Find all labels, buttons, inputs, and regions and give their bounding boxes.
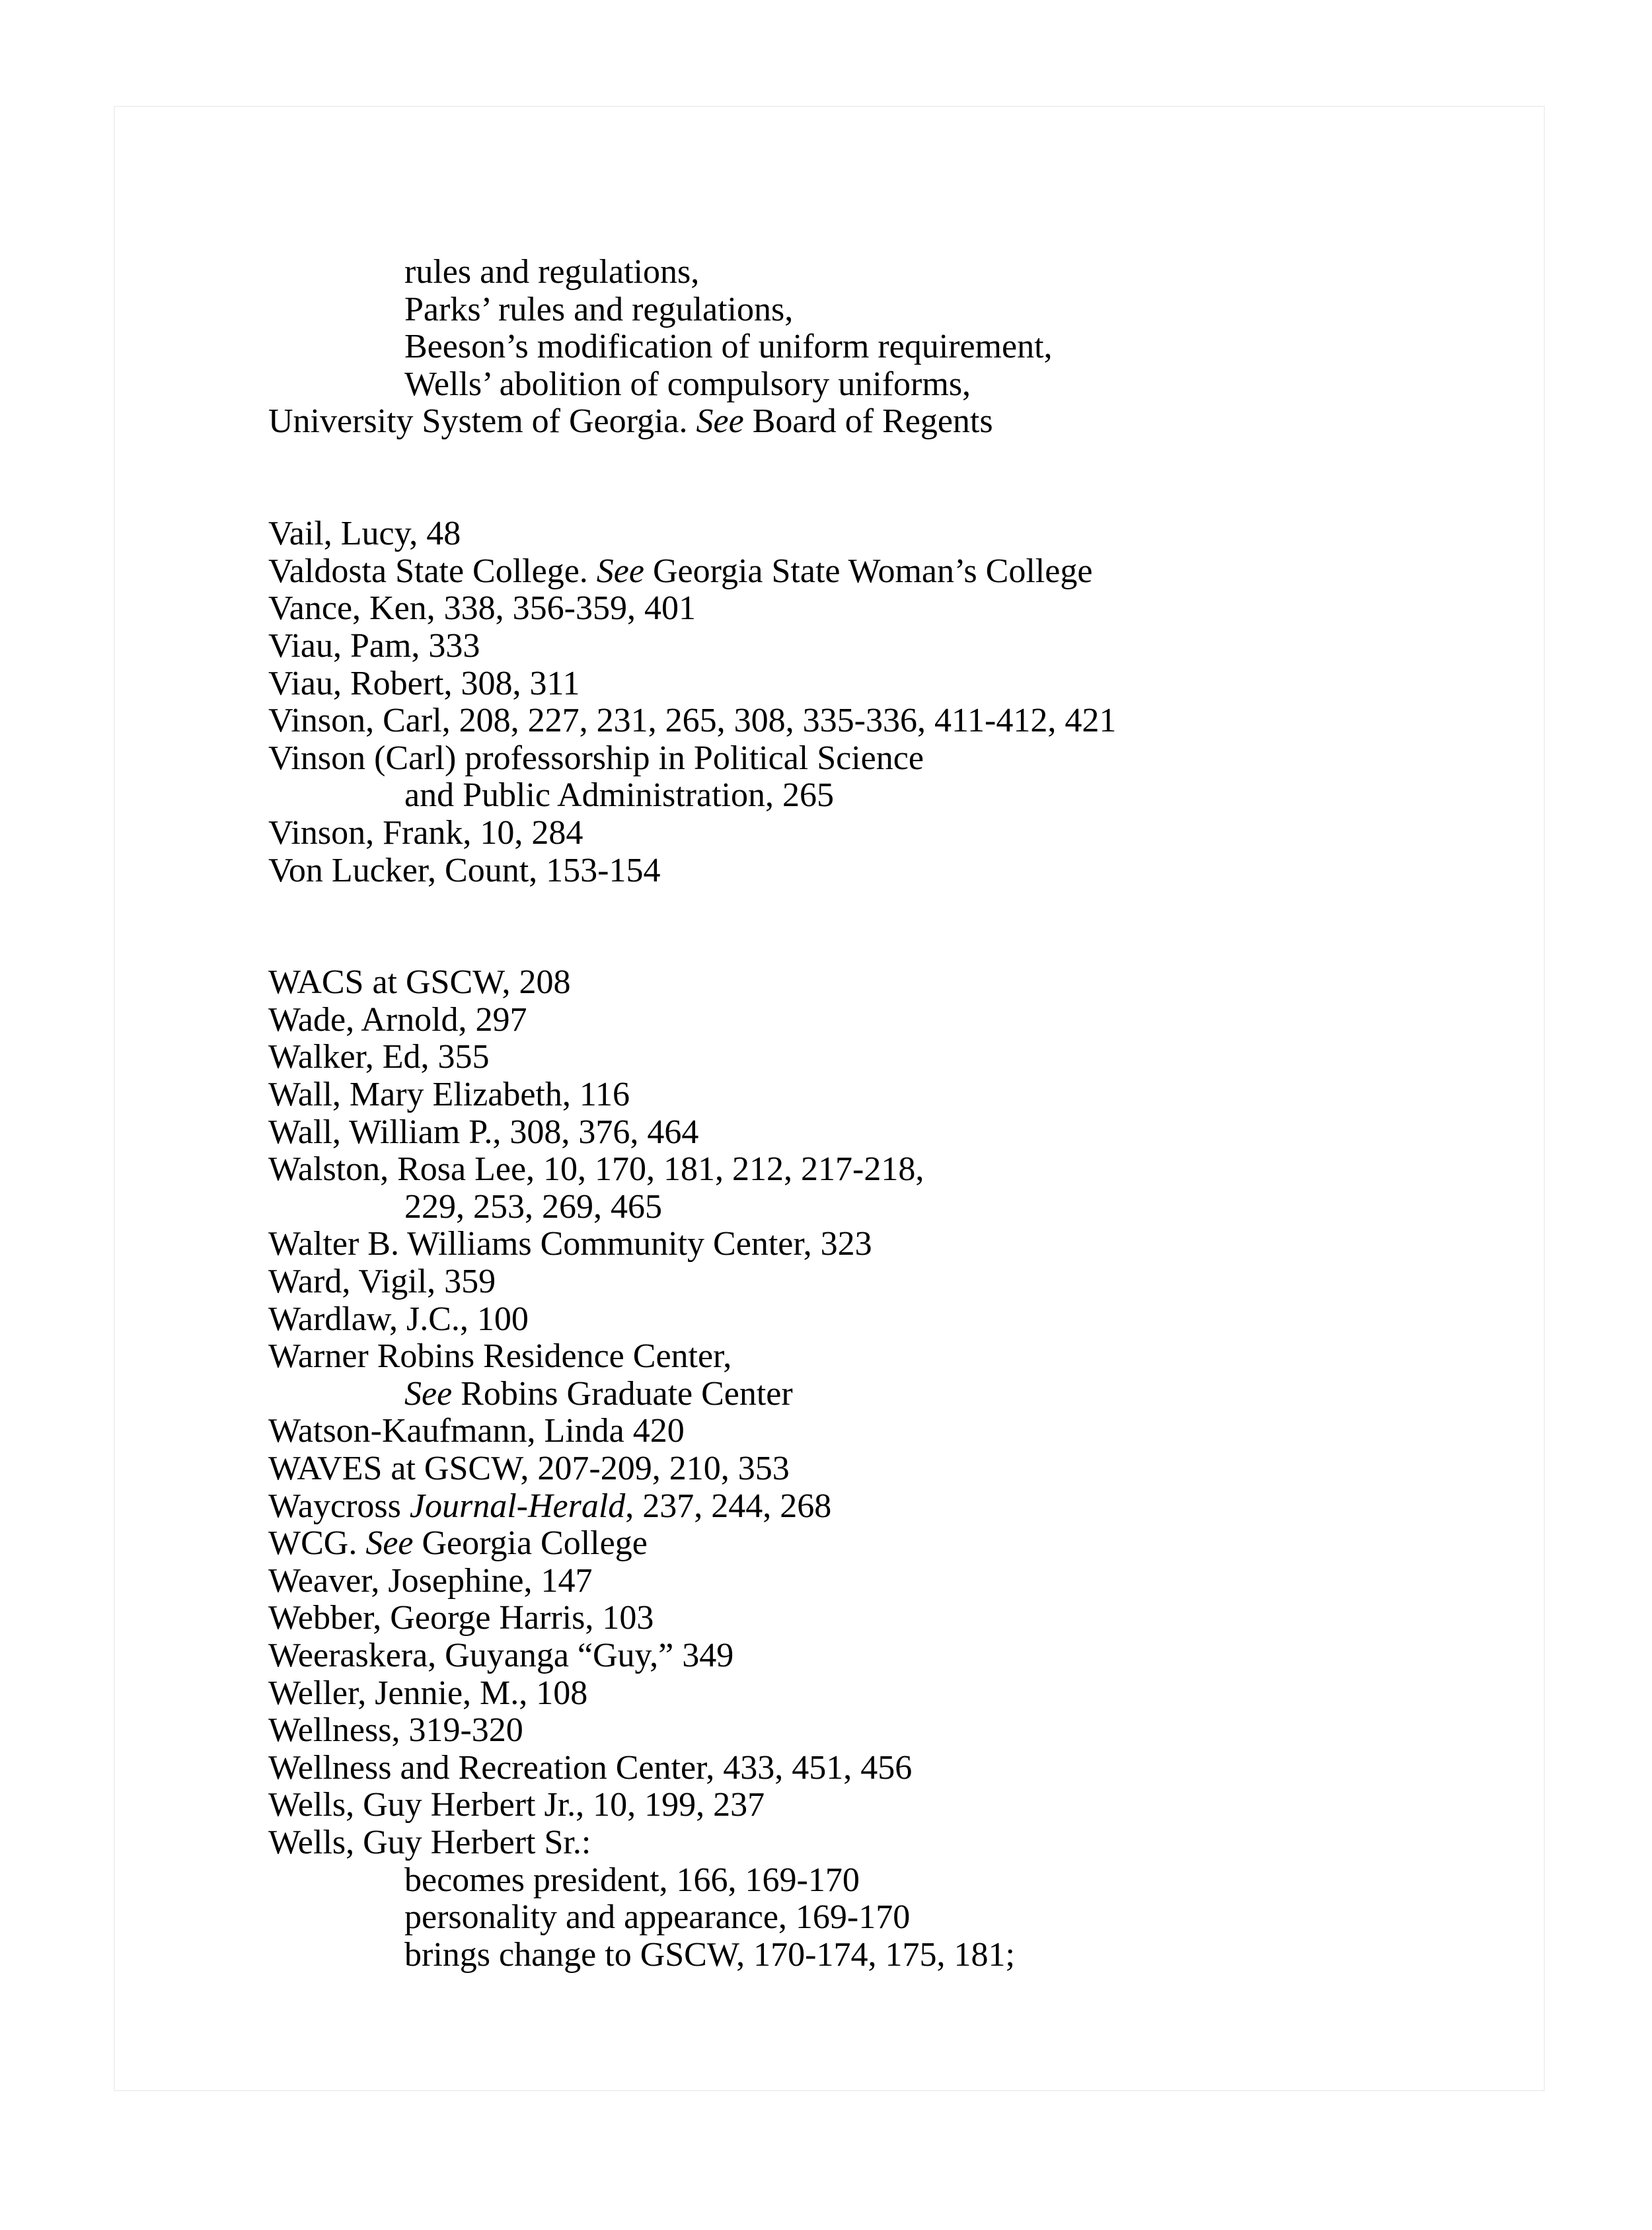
entry-text: Wells, Guy Herbert Jr., 10, 199, 237 xyxy=(268,1786,765,1824)
index-entry xyxy=(268,1787,1524,1824)
index-entries xyxy=(268,254,1524,1974)
index-entry xyxy=(268,1226,1524,1263)
entry-text: , 237, 244, 268 xyxy=(625,1487,832,1525)
entry-text: Wells’ abolition of compulsory uniforms, xyxy=(404,365,971,403)
index-subentry xyxy=(268,254,1524,291)
index-subentry xyxy=(268,777,1524,815)
entry-text: Wade, Arnold, 297 xyxy=(268,1000,527,1039)
entry-text: Warner Robins Residence Center, xyxy=(268,1337,732,1376)
entry-text: Weaver, Josephine, 147 xyxy=(268,1561,593,1600)
entry-text: Wellness and Recreation Center, 433, 451, 456 xyxy=(268,1748,913,1787)
entry-text: Viau, Pam, 333 xyxy=(268,626,480,665)
entry-text: WACS at GSCW, 208 xyxy=(268,963,571,1002)
index-entry xyxy=(268,1002,1524,1039)
index-entry xyxy=(268,1750,1524,1787)
index-entry xyxy=(268,1413,1524,1450)
index-entry xyxy=(268,1114,1524,1152)
letter-section-gap xyxy=(268,889,1524,964)
italic-text: See xyxy=(596,552,644,590)
index-entry xyxy=(268,1076,1524,1114)
index-entry xyxy=(268,964,1524,1002)
index-entry xyxy=(268,553,1524,591)
entry-text: becomes president, 166, 169-170 xyxy=(404,1861,860,1899)
entry-text: Wellness, 319-320 xyxy=(268,1711,523,1750)
entry-text: Vinson (Carl) professorship in Political Science xyxy=(268,739,924,777)
italic-text: See xyxy=(404,1374,453,1413)
index-entry xyxy=(268,702,1524,740)
index-subentry xyxy=(268,366,1524,404)
entry-text: Watson-Kaufmann, Linda 420 xyxy=(268,1412,685,1450)
index-entry xyxy=(268,1525,1524,1563)
entry-text: Webber, George Harris, 103 xyxy=(268,1599,654,1637)
entry-text: rules and regulations, xyxy=(404,253,700,291)
index-entry xyxy=(268,665,1524,703)
index-entry xyxy=(268,1675,1524,1713)
entry-text: WCG. xyxy=(268,1524,366,1563)
index-entry xyxy=(268,628,1524,665)
entry-text: personality and appearance, 169-170 xyxy=(404,1898,911,1937)
index-entry xyxy=(268,1488,1524,1526)
index-entry xyxy=(268,1039,1524,1076)
entry-text: 229, 253, 269, 465 xyxy=(404,1187,662,1226)
entry-text: Walston, Rosa Lee, 10, 170, 181, 212, 217-218, xyxy=(268,1150,924,1189)
entry-text: Weller, Jennie, M., 108 xyxy=(268,1674,588,1712)
italic-text: Journal-Herald xyxy=(409,1487,626,1525)
entry-text: Viau, Robert, 308, 311 xyxy=(268,664,580,702)
entry-text: Walter B. Williams Community Center, 323 xyxy=(268,1225,872,1263)
entry-text: Georgia College xyxy=(413,1524,648,1563)
index-entry xyxy=(268,1600,1524,1637)
entry-text: Georgia State Woman’s College xyxy=(644,552,1093,590)
entry-text: Board of Regents xyxy=(743,402,993,441)
index-subentry xyxy=(268,328,1524,366)
entry-text: brings change to GSCW, 170-174, 175, 181; xyxy=(404,1935,1015,1974)
letter-section-gap xyxy=(268,441,1524,515)
entry-text: Vance, Ken, 338, 356-359, 401 xyxy=(268,589,696,628)
entry-text: Robins Graduate Center xyxy=(452,1374,793,1413)
italic-text: See xyxy=(365,1524,414,1563)
entry-text: Wardlaw, J.C., 100 xyxy=(268,1300,529,1338)
index-entry xyxy=(268,1637,1524,1675)
index-entry xyxy=(268,1450,1524,1488)
index-entry xyxy=(268,852,1524,890)
entry-text: Wall, Mary Elizabeth, 116 xyxy=(268,1076,630,1114)
entry-text: Walker, Ed, 355 xyxy=(268,1038,490,1076)
index-entry xyxy=(268,1563,1524,1600)
entry-text: Vail, Lucy, 48 xyxy=(268,515,461,553)
index-subentry xyxy=(268,1899,1524,1937)
entry-text: Wells, Guy Herbert Sr.: xyxy=(268,1823,591,1861)
entry-text: Valdosta State College. xyxy=(268,552,597,590)
entry-text: and Public Administration, 265 xyxy=(404,776,834,815)
entry-text: Weeraskera, Guyanga “Guy,” 349 xyxy=(268,1636,734,1674)
entry-text: Wall, William P., 308, 376, 464 xyxy=(268,1113,699,1151)
index-subentry xyxy=(268,291,1524,329)
index-entry xyxy=(268,1263,1524,1301)
index-subentry xyxy=(268,1937,1524,1974)
italic-text: See xyxy=(696,402,744,441)
entry-text: Ward, Vigil, 359 xyxy=(268,1263,496,1301)
entry-text: WAVES at GSCW, 207-209, 210, 353 xyxy=(268,1450,790,1487)
index-entry xyxy=(268,740,1524,778)
index-entry xyxy=(268,1338,1524,1376)
entry-text: University System of Georgia. xyxy=(268,402,696,441)
index-entry xyxy=(268,1712,1524,1750)
index-entry xyxy=(268,515,1524,553)
entry-text: Vinson, Carl, 208, 227, 231, 265, 308, 335-336, 411-412, 421 xyxy=(268,702,1117,740)
entry-text: Parks’ rules and regulations, xyxy=(404,290,794,328)
index-entry xyxy=(268,1301,1524,1339)
index-entry xyxy=(268,1824,1524,1862)
index-entry xyxy=(268,1151,1524,1189)
index-entry xyxy=(268,590,1524,628)
index-entry xyxy=(268,403,1524,441)
index-subentry xyxy=(268,1376,1524,1413)
entry-text: Von Lucker, Count, 153-154 xyxy=(268,851,661,889)
entry-text: Beeson’s modification of uniform requirement, xyxy=(404,328,1053,366)
index-entry xyxy=(268,815,1524,852)
index-subentry xyxy=(268,1862,1524,1900)
index-subentry xyxy=(268,1189,1524,1226)
entry-text: Waycross xyxy=(268,1487,410,1525)
entry-text: Vinson, Frank, 10, 284 xyxy=(268,813,583,852)
